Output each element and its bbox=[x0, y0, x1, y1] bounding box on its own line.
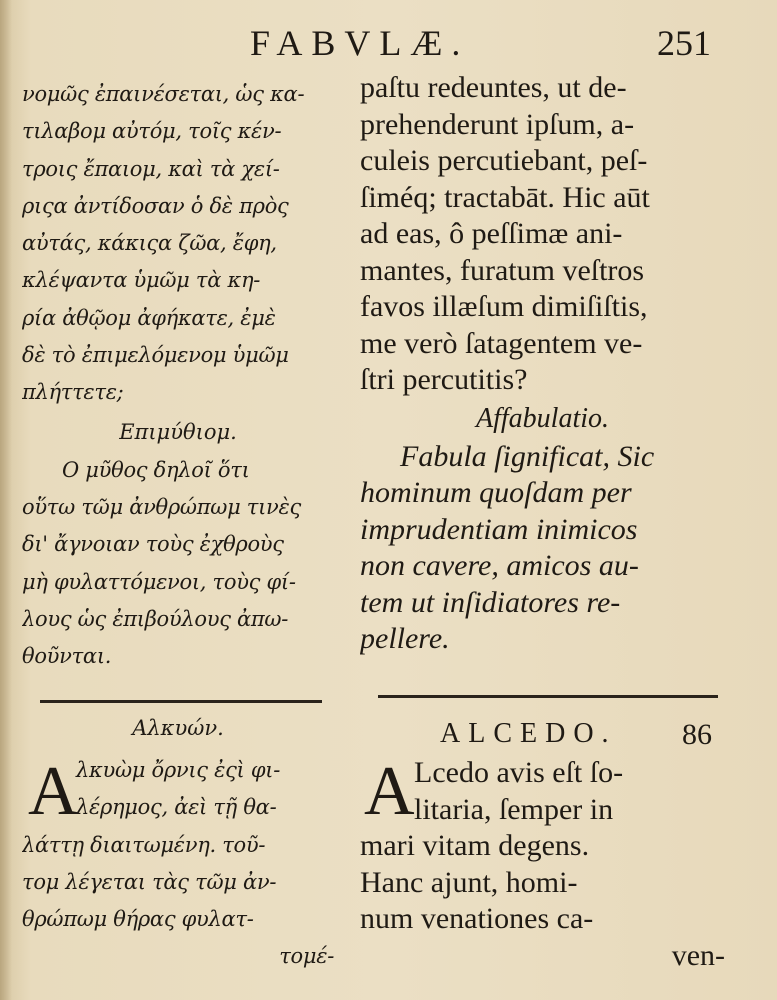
latin-moral-line: non cavere, amicos au- bbox=[360, 549, 639, 582]
greek-moral-line: μὴ φυλαττόμενοι, τοὺς φί- bbox=[22, 569, 296, 594]
greek-moral-heading: Επιμύθιομ. bbox=[119, 419, 237, 444]
latin-moral-line: Fabula ſignificat, Sic bbox=[400, 439, 655, 473]
greek-line: ρία ἀθῷομ ἀφήκατε, ἐμὲ bbox=[22, 305, 276, 330]
latin-drop-cap: A bbox=[364, 753, 415, 830]
greek-column-bottom bbox=[22, 752, 334, 976]
latin-line: culeis percutiebant, peſ- bbox=[360, 144, 648, 177]
latin-moral-line: hominum quoſdam per bbox=[360, 476, 632, 509]
gutter-shadow bbox=[0, 0, 12, 1000]
section-divider-right bbox=[378, 695, 718, 698]
latin-line: mari vitam degens. bbox=[360, 829, 590, 862]
greek-moral-line: Ο μῦθος δηλοῖ ὅτι bbox=[62, 457, 250, 482]
greek-moral-line: θοῦνται. bbox=[22, 644, 112, 669]
greek-line: δὲ τὸ ἐπιμελόμενομ ὑμῶμ bbox=[22, 343, 289, 368]
greek-line: τιλαβομ αὐτόμ, τοῖς κέν- bbox=[22, 119, 282, 144]
latin-line: ſiméq; tractabāt. Hic aūt bbox=[360, 180, 650, 214]
section-divider-left bbox=[40, 700, 322, 703]
latin-line: prehenderunt ipſum, a- bbox=[360, 107, 635, 141]
latin-line: me verò ſatagentem ve- bbox=[360, 326, 643, 360]
page-number: 251 bbox=[657, 23, 711, 63]
latin-moral-line: tem ut inſidiatores re- bbox=[360, 585, 621, 619]
latin-moral-heading: Affabulatio. bbox=[476, 402, 609, 434]
greek-moral-line: λους ὡς ἐπιβούλους ἀπω- bbox=[22, 606, 289, 631]
greek-catchword: τομέ- bbox=[279, 944, 334, 969]
latin-line: favos illæſum dimiſiſtis, bbox=[360, 290, 648, 323]
greek-line: λάττῃ διαιτωμένη. τοῦ- bbox=[22, 832, 266, 857]
greek-line: ριςα ἀντίδοσαν ὁ δὲ πρὸς bbox=[22, 193, 289, 218]
latin-fable-title: ALCEDO. bbox=[440, 718, 617, 749]
greek-line: θρώπωμ θήρας φυλατ- bbox=[22, 907, 254, 932]
latin-moral-line: pellere. bbox=[360, 622, 450, 655]
latin-line: ſtri percutitis? bbox=[360, 363, 528, 396]
greek-line: κλέψαντα ὑμῶμ τὰ κη- bbox=[22, 268, 261, 293]
latin-line: Lcedo avis eſt ſo- bbox=[414, 756, 624, 789]
latin-catchword: ven- bbox=[671, 938, 725, 972]
greek-line: νομῶς ἐπαινέσεται, ὡς κα- bbox=[22, 82, 305, 106]
latin-line: mantes, furatum veſtros bbox=[360, 253, 645, 287]
latin-column-bottom bbox=[360, 755, 725, 974]
greek-line: λέρημος, ἀεὶ τῇ θα- bbox=[76, 795, 277, 820]
greek-line: τομ λέγεται τὰς τῶμ ἀν- bbox=[22, 869, 277, 894]
latin-line: Hanc ajunt, homi- bbox=[360, 865, 578, 899]
running-head: FABVLÆ. bbox=[250, 23, 470, 63]
greek-line: τροις ἔπαιομ, καὶ τὰ χεί- bbox=[22, 156, 280, 181]
greek-moral-line: δι' ἄγνοιαν τοὺς ἐχθροὺς bbox=[22, 532, 284, 557]
greek-fable-title: Αλκυών. bbox=[132, 716, 224, 740]
greek-drop-cap: A bbox=[28, 753, 79, 830]
latin-moral-line: imprudentiam inimicos bbox=[360, 512, 638, 546]
latin-line: paſtu redeuntes, ut de- bbox=[360, 71, 627, 104]
fable-number: 86 bbox=[682, 718, 712, 751]
latin-column-top bbox=[360, 70, 725, 658]
greek-line: αὐτάς, κάκιςα ζῶα, ἔφη, bbox=[22, 231, 277, 256]
greek-column-top bbox=[22, 76, 334, 675]
greek-line: πλήττετε; bbox=[22, 380, 124, 405]
latin-line: num venationes ca- bbox=[360, 902, 594, 935]
latin-line: ad eas, ô peſſimæ ani- bbox=[360, 217, 623, 250]
greek-line: λκυὼμ ὄρνις ἐςὶ φι- bbox=[76, 758, 280, 782]
latin-line: litaria, ſemper in bbox=[414, 792, 614, 826]
greek-moral-line: οὕτω τῶμ ἀνθρώπωμ τινὲς bbox=[22, 494, 301, 519]
